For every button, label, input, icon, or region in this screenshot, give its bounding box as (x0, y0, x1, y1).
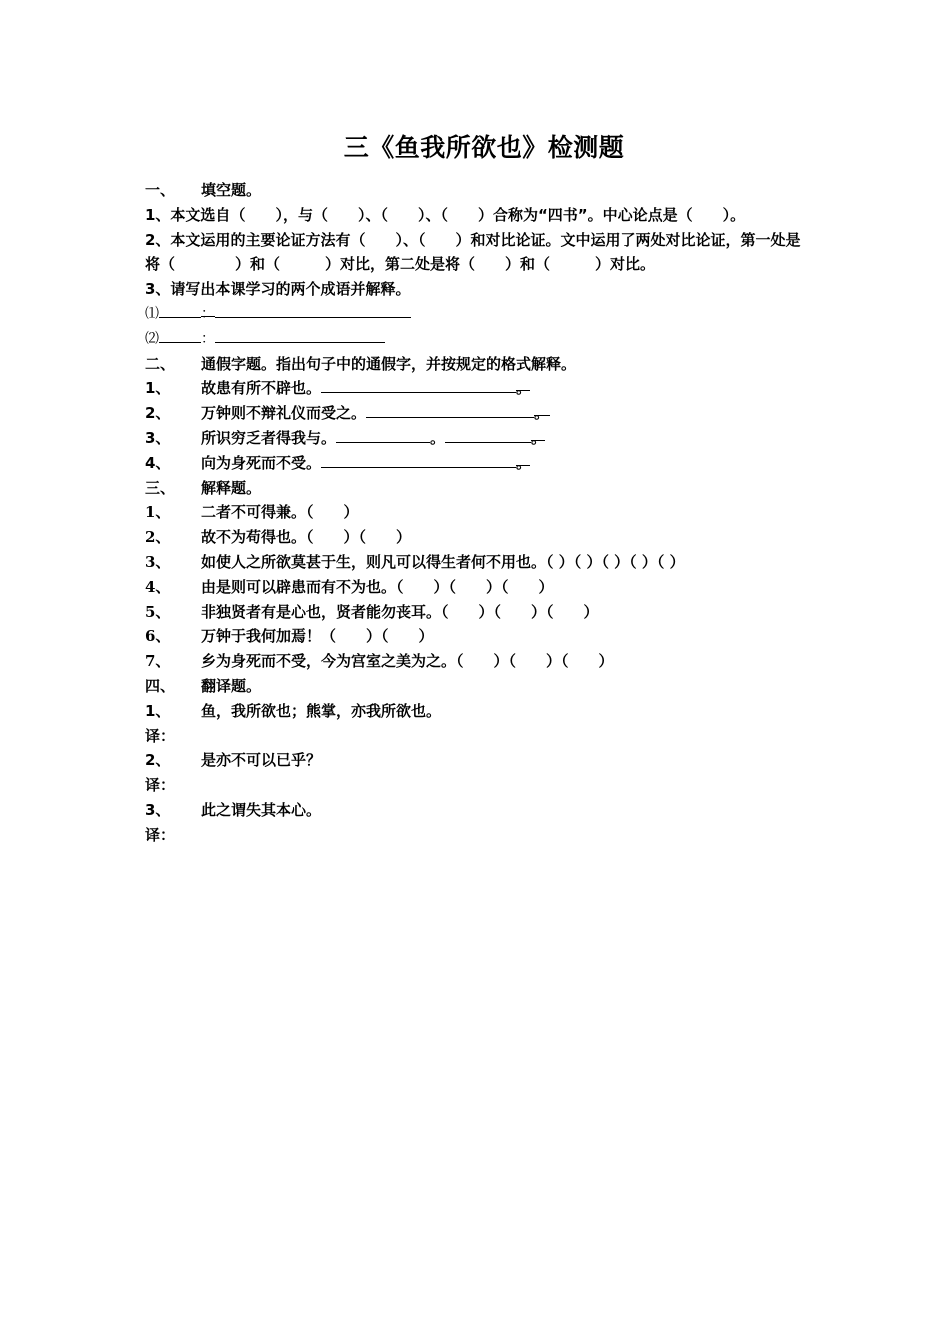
explain-item-3: 3、 如使人之所欲莫甚于生，则凡可以得生者何不用也。（ ）（ ）（ ）（ ）（ ） (145, 552, 685, 571)
answer-blank[interactable] (336, 428, 430, 443)
tongjia-item-4: 4、 向为身死而不受。 。 (145, 451, 813, 476)
question-1-2: 2、本文运用的主要论证方法有（ ）、（ ）和对比论证。文中运用了两处对比论证，第一处是将（ ）和（ ）对比，第二处是将（ ）和（ ）对比。 (145, 230, 801, 274)
answer-blank[interactable] (159, 328, 201, 343)
answer-blank[interactable] (215, 328, 385, 343)
translate-label-1: 译： (145, 726, 176, 745)
explain-item-7: 7、 乡为身死而不受，今为宫室之美为之。（ ）（ ）（ ） (145, 652, 614, 671)
explain-item-2: 2、 故不为苟得也。（ ）（ ） (145, 528, 412, 547)
answer-blank[interactable] (366, 403, 534, 418)
idiom-answer-1: ⑴ ： (145, 302, 813, 327)
explain-item-1: 1、 二者不可得兼。（ ） (145, 503, 359, 522)
question-1-3: 3、请写出本课学习的两个成语并解释。 (145, 280, 411, 299)
answer-blank[interactable] (445, 428, 531, 443)
section-3-heading: 三、 解释题。 (145, 478, 262, 497)
tongjia-item-3: 3、 所识穷乏者得我与。 。 。 (145, 426, 813, 451)
answer-blank[interactable] (321, 378, 516, 393)
answer-blank[interactable] (215, 303, 411, 318)
page-title: 三《鱼我所欲也》检测题 (343, 133, 625, 162)
tongjia-item-2: 2、 万钟则不辩礼仪而受之。 。 (145, 401, 813, 426)
translate-item-1: 1、 鱼，我所欲也；熊掌，亦我所欲也。 (145, 701, 442, 720)
question-1-1: 1、本文选自（ ），与（ ）、（ ）、（ ）合称为“四书”。中心论点是（ ）。 (145, 205, 746, 224)
explain-item-4: 4、 由是则可以辟患而有不为也。（ ）（ ）（ ） (145, 577, 554, 596)
explain-item-5: 5、 非独贤者有是心也，贤者能勿丧耳。（ ）（ ）（ ） (145, 602, 599, 621)
section-4-heading: 四、 翻译题。 (145, 676, 262, 695)
translate-label-3: 译： (145, 825, 176, 844)
answer-blank[interactable] (321, 453, 516, 468)
tongjia-item-1: 1、 故患有所不辟也。 。 (145, 376, 813, 401)
section-1-heading: 一、 填空题。 (145, 181, 262, 199)
translate-item-2: 2、 是亦不可以已乎？ (145, 751, 322, 770)
explain-item-6: 6、 万钟于我何加焉！（ ）（ ） (145, 627, 434, 646)
translate-item-3: 3、 此之谓失其本心。 (145, 800, 322, 819)
section-2-heading: 二、 通假字题。指出句子中的通假字，并按规定的格式解释。 (145, 354, 577, 373)
idiom-answer-2: ⑵ ： (145, 327, 813, 352)
answer-blank[interactable]: ： (201, 330, 215, 347)
answer-blank[interactable]: ： (201, 302, 215, 317)
translate-label-2: 译： (145, 776, 176, 795)
worksheet-page (145, 128, 813, 848)
answer-blank[interactable] (159, 303, 201, 318)
